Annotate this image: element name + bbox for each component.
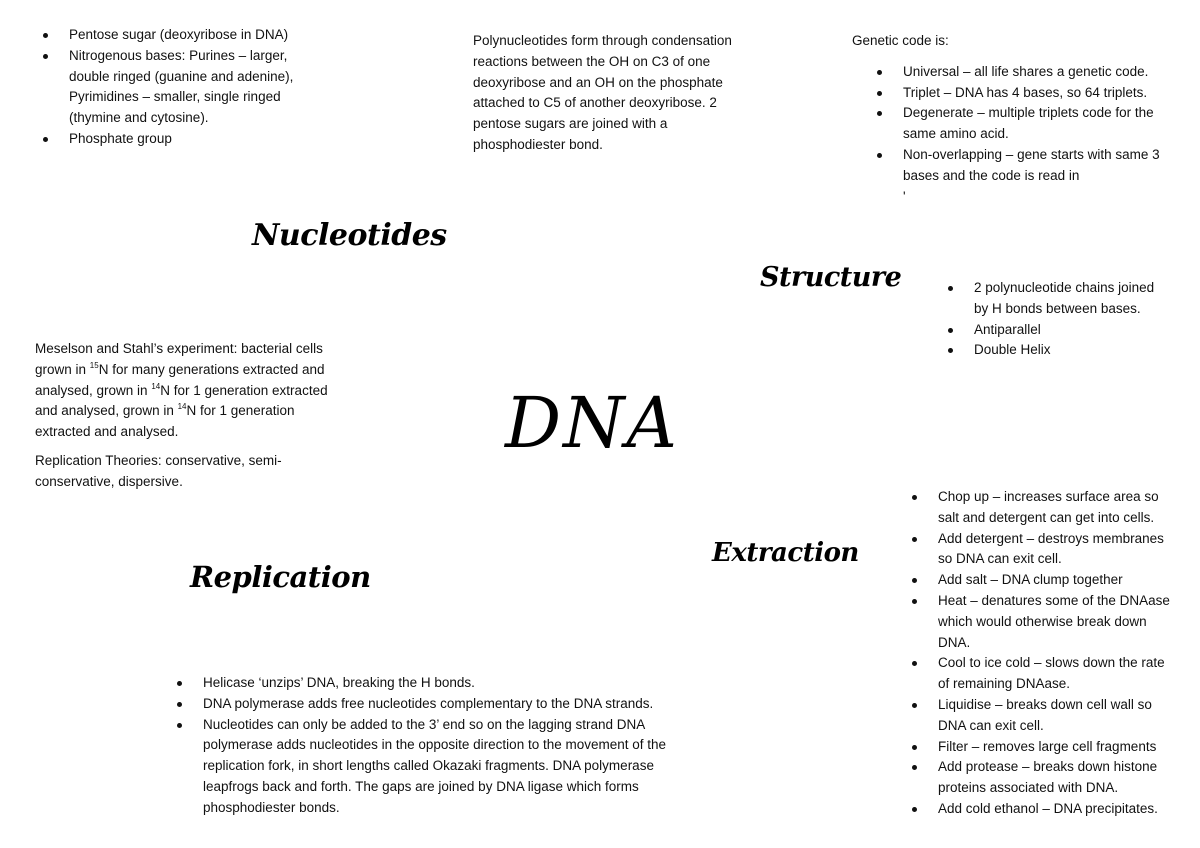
list-item: Antiparallel xyxy=(940,320,1160,341)
list-item: Cool to ice cold – slows down the rate of remaining DNAase. xyxy=(904,653,1172,695)
nucleotide-components-list xyxy=(35,25,300,150)
page-title: DNA xyxy=(505,382,679,464)
list-item: Add salt – DNA clump together xyxy=(904,570,1172,591)
list-item: Degenerate – multiple triplets code for the same amino acid. xyxy=(869,103,1164,145)
heading-nucleotides: Nucleotides xyxy=(252,218,447,253)
list-item: DNA polymerase adds free nucleotides complementary to the DNA strands. xyxy=(169,694,709,715)
replication-list xyxy=(169,673,709,819)
list-item: Helicase ‘unzips’ DNA, breaking the H bonds. xyxy=(169,673,709,694)
genetic-code-intro: Genetic code is: xyxy=(852,33,949,48)
list-item: Phosphate group xyxy=(35,129,300,150)
list-item: Triplet – DNA has 4 bases, so 64 triplets. xyxy=(869,83,1164,104)
list-item: Pentose sugar (deoxyribose in DNA) xyxy=(35,25,300,46)
list-item: Double Helix xyxy=(940,340,1160,361)
cut-off-text: ' xyxy=(903,188,906,204)
list-item: Filter – removes large cell fragments xyxy=(904,737,1172,758)
meselson-part3: N for 1 generation extracted and analysed, grown in xyxy=(35,382,328,419)
isotope-14-a: 14 xyxy=(151,381,161,391)
isotope-15: 15 xyxy=(89,360,99,370)
heading-replication: Replication xyxy=(190,560,371,594)
meselson-part4: N for 1 generation extracted and analysed. xyxy=(35,403,295,440)
genetic-code-block xyxy=(852,31,1164,204)
list-item: Add protease – breaks down histone proteins associated with DNA. xyxy=(904,757,1172,799)
heading-extraction: Extraction xyxy=(712,538,859,568)
list-item: Add detergent – destroys membranes so DNA can exit cell. xyxy=(904,529,1172,571)
polynucleotides-text: Polynucleotides form through condensation reactions between the OH on C3 of one deoxyribose and an OH on the phosphate attached to C5 of another deoxyribose. 2 pentose sugars are joined with a phosphodiester bond. xyxy=(473,33,732,152)
list-item: Universal – all life shares a genetic code. xyxy=(869,62,1164,83)
list-item: Non-overlapping – gene starts with same 3 bases and the code is read in xyxy=(869,145,1164,187)
cut-off-line xyxy=(852,187,1164,204)
meselson-block xyxy=(35,339,353,501)
heading-structure: Structure xyxy=(760,262,902,293)
extraction-block xyxy=(904,487,1172,820)
isotope-14-b: 14 xyxy=(177,402,187,412)
structure-list xyxy=(940,278,1160,361)
nucleotide-components-block xyxy=(35,25,300,150)
meselson-part2: N for many generations extracted and analysed, grown in xyxy=(35,361,325,398)
structure-block xyxy=(940,278,1160,361)
list-item: Heat – denatures some of the DNAase which would otherwise break down DNA. xyxy=(904,591,1172,653)
list-item: Chop up – increases surface area so salt and detergent can get into cells. xyxy=(904,487,1172,529)
replication-theories: Replication Theories: conservative, semi-conservative, dispersive. xyxy=(35,452,282,489)
list-item: Add cold ethanol – DNA precipitates. xyxy=(904,799,1172,820)
list-item: Nitrogenous bases: Purines – larger, double ringed (guanine and adenine), Pyrimidines – smaller, single ringed (thymine and cytosine). xyxy=(35,46,300,129)
list-item: Liquidise – breaks down cell wall so DNA can exit cell. xyxy=(904,695,1172,737)
meselson-text xyxy=(35,339,353,443)
meselson-part1: Meselson and Stahl’s experiment: bacterial cells grown in xyxy=(35,341,323,377)
list-item: 2 polynucleotide chains joined by H bonds between bases. xyxy=(940,278,1160,320)
list-item: Nucleotides can only be added to the 3’ end so on the lagging strand DNA polymerase adds nucleotides in the opposite direction to the movement of the replication fork, in short lengths called Okazaki fragments. DNA polymerase leapfrogs back and forth. The gaps are joined by DNA ligase which forms phosphodiester bonds. xyxy=(169,715,709,819)
genetic-code-list xyxy=(869,62,1164,187)
replication-block xyxy=(169,673,709,819)
polynucleotides-block xyxy=(473,31,735,164)
extraction-list xyxy=(904,487,1172,820)
